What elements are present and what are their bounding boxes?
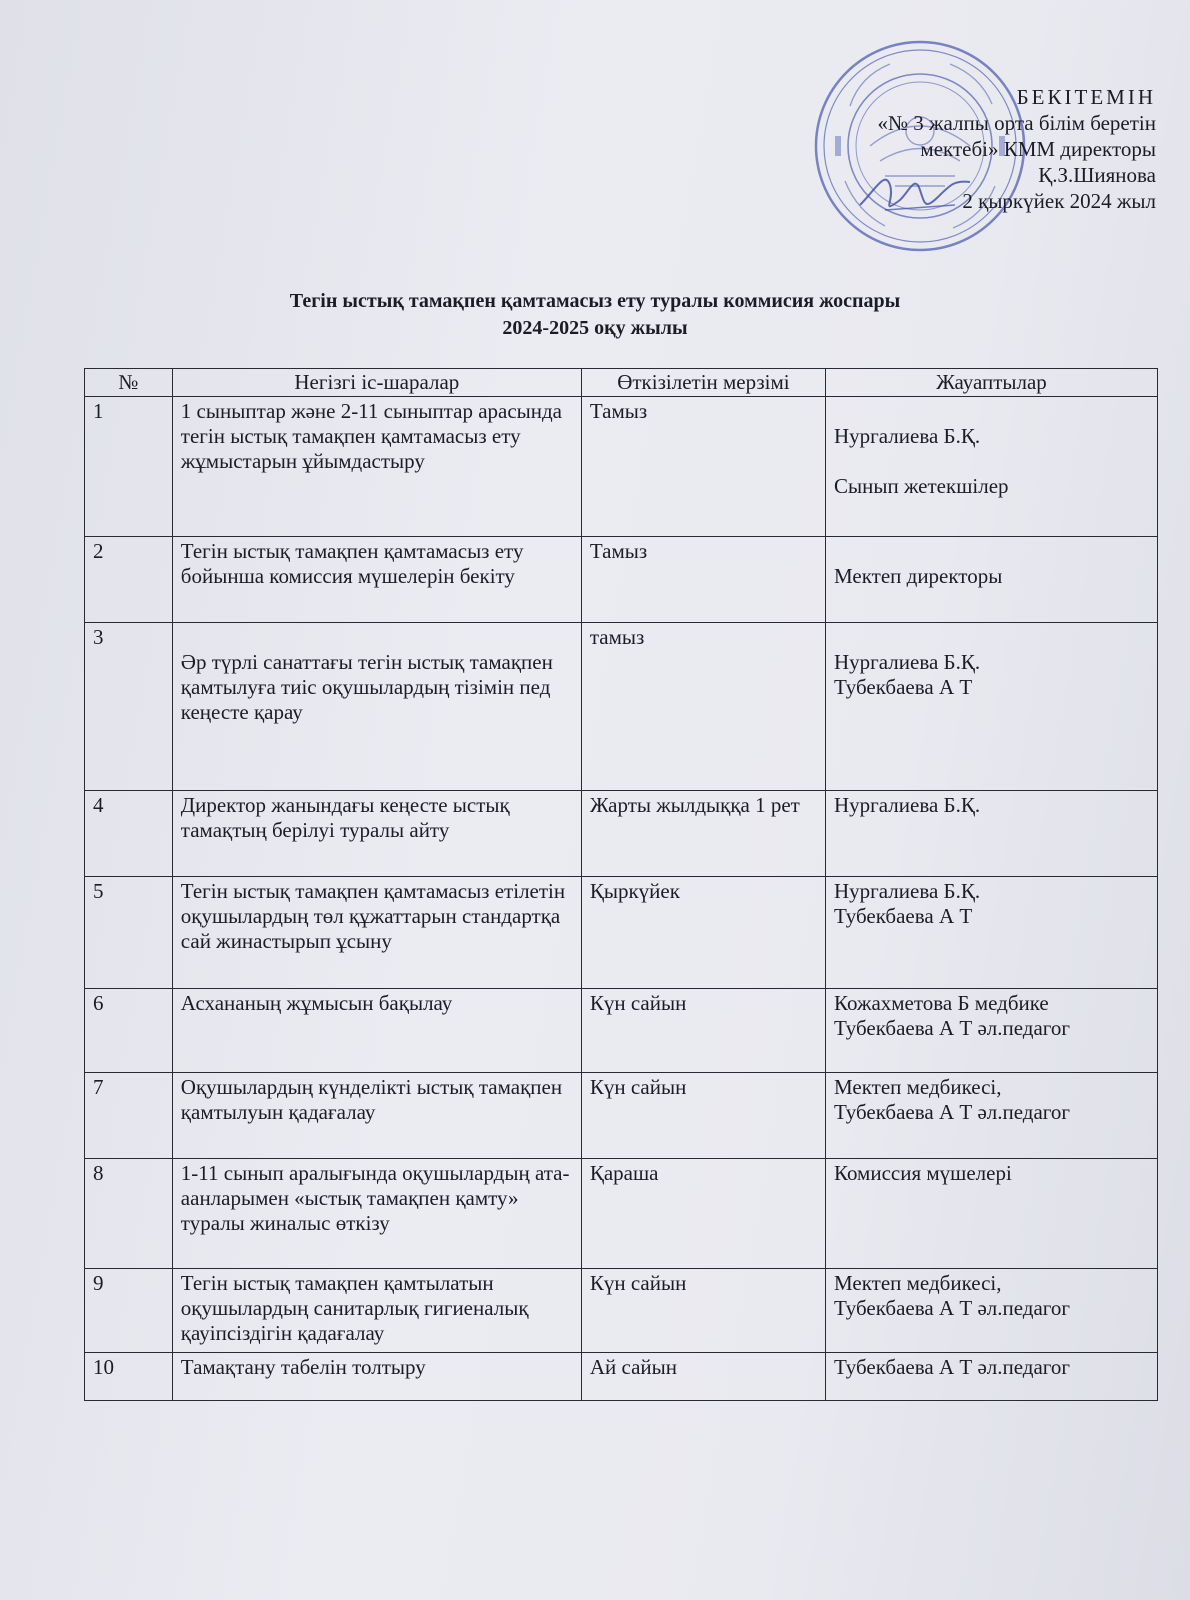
row-activity: Тегін ыстық тамақпен қамтылатын оқушылардың санитарлық гигиеналық қауіпсіздігін қадағалау <box>172 1269 581 1353</box>
row-responsible: Нургалиева Б.Қ. Сынып жетекшілер <box>826 397 1158 537</box>
row-number: 4 <box>85 791 173 877</box>
row-responsible: Тубекбаева А Т әл.педагог <box>826 1353 1158 1401</box>
row-number: 9 <box>85 1269 173 1353</box>
approval-block <box>736 84 1156 214</box>
table-row <box>85 1353 1158 1401</box>
row-number: 7 <box>85 1073 173 1159</box>
title-line-1: Тегін ыстық тамақпен қамтамасыз ету туралы коммисия жоспары <box>289 290 901 312</box>
row-responsible: Комиссия мүшелері <box>826 1159 1158 1269</box>
approval-heading: БЕКІТЕМІН <box>1016 85 1156 109</box>
row-responsible: Мектеп медбикесі, Тубекбаева А Т әл.педагог <box>826 1073 1158 1159</box>
row-activity: Оқушылардың күнделікті ыстық тамақпен қамтылуын қадағалау <box>172 1073 581 1159</box>
table-row <box>85 397 1158 537</box>
table-row <box>85 1159 1158 1269</box>
approval-position: мектебі» КММ директоры <box>920 137 1156 161</box>
row-term: Қараша <box>581 1159 825 1269</box>
row-responsible: Мектеп директоры <box>826 537 1158 623</box>
row-term: Ай сайын <box>581 1353 825 1401</box>
row-responsible: Нургалиева Б.Қ. Тубекбаева А Т <box>826 877 1158 989</box>
row-term: Тамыз <box>581 397 825 537</box>
row-activity: Асхананың жұмысын бақылау <box>172 989 581 1073</box>
row-number: 3 <box>85 623 173 791</box>
row-number: 8 <box>85 1159 173 1269</box>
row-responsible: Кожахметова Б медбике Тубекбаева А Т әл.педагог <box>826 989 1158 1073</box>
row-term: Күн сайын <box>581 1269 825 1353</box>
row-number: 10 <box>85 1353 173 1401</box>
row-activity: Тамақтану табелін толтыру <box>172 1353 581 1401</box>
row-term: Қыркүйек <box>581 877 825 989</box>
table-row <box>85 537 1158 623</box>
row-responsible: Мектеп медбикесі, Тубекбаева А Т әл.педагог <box>826 1269 1158 1353</box>
header-term: Өткізілетін мерзімі <box>581 369 825 397</box>
row-responsible: Нургалиева Б.Қ. <box>826 791 1158 877</box>
row-activity: 1 сыныптар және 2-11 сыныптар арасында тегін ыстық тамақпен қамтамасыз ету жұмыстарын ұйымдастыру <box>172 397 581 537</box>
table-header-row <box>85 369 1158 397</box>
row-number: 6 <box>85 989 173 1073</box>
header-number: № <box>85 369 173 397</box>
row-responsible: Нургалиева Б.Қ. Тубекбаева А Т <box>826 623 1158 791</box>
row-term: Күн сайын <box>581 989 825 1073</box>
approval-date: 2 қыркүйек 2024 жыл <box>962 189 1156 213</box>
header-activity: Негізгі іс-шаралар <box>172 369 581 397</box>
row-term: тамыз <box>581 623 825 791</box>
table-row <box>85 623 1158 791</box>
row-term: Күн сайын <box>581 1073 825 1159</box>
row-activity: Тегін ыстық тамақпен қамтамасыз етілетін оқушылардың төл құжаттарын стандартқа сай жинастырып ұсыну <box>172 877 581 989</box>
row-number: 5 <box>85 877 173 989</box>
header-responsible: Жауаптылар <box>826 369 1158 397</box>
table-row <box>85 1269 1158 1353</box>
row-number: 2 <box>85 537 173 623</box>
title-line-2: 2024-2025 оқу жылы <box>502 317 688 339</box>
approval-school-name: «№ 3 жалпы орта білім беретін <box>877 111 1156 135</box>
row-activity: Әр түрлі санаттағы тегін ыстық тамақпен қамтылуға тиіс оқушылардың тізімін пед кеңесте қарау <box>172 623 581 791</box>
row-term: Тамыз <box>581 537 825 623</box>
table-row <box>85 791 1158 877</box>
table-row <box>85 1073 1158 1159</box>
row-activity: Тегін ыстық тамақпен қамтамасыз ету бойынша комиссия мүшелерін бекіту <box>172 537 581 623</box>
row-activity: 1-11 сынып аралығында оқушылардың ата-аанларымен «ыстық тамақпен қамту» туралы жиналыс өткізу <box>172 1159 581 1269</box>
row-number: 1 <box>85 397 173 537</box>
table-row <box>85 989 1158 1073</box>
document-title <box>0 288 1190 342</box>
approval-director-name: Қ.З.Шиянова <box>1038 163 1156 187</box>
row-activity: Директор жанындағы кеңесте ыстық тамақтың берілуі туралы айту <box>172 791 581 877</box>
row-term: Жарты жылдыққа 1 рет <box>581 791 825 877</box>
table-row <box>85 877 1158 989</box>
commission-plan-table <box>84 368 1158 1401</box>
